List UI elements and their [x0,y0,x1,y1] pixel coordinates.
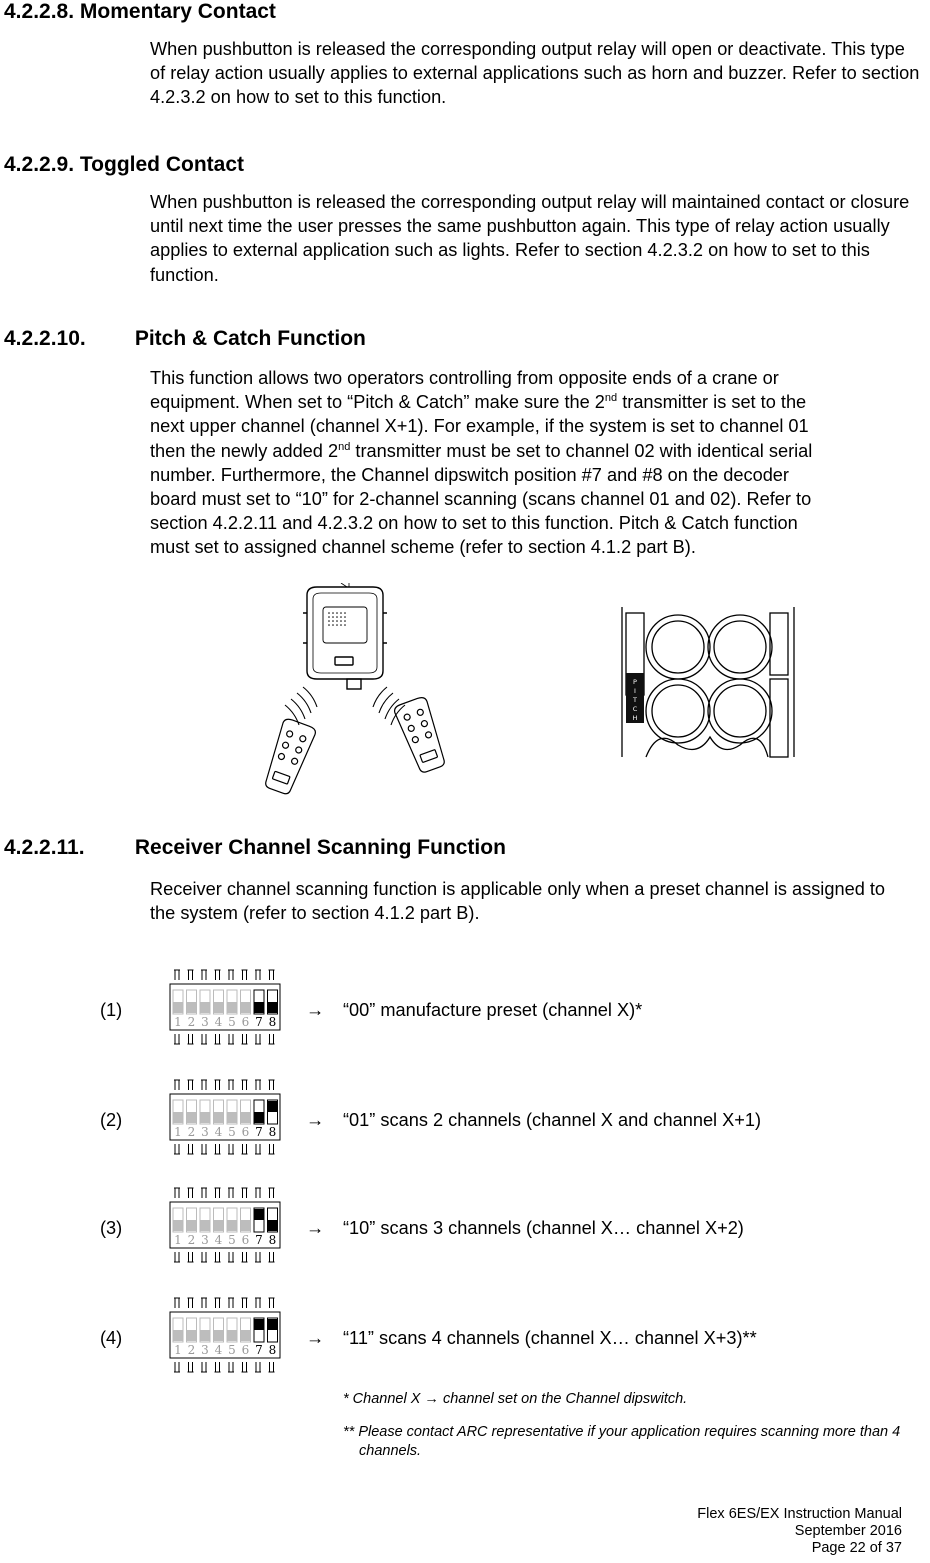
dipswitch-position-number: 2 [187,1015,196,1029]
text-line: next upper channel (channel X+1). For example, if the system is set to channel 01 [150,416,809,437]
dipswitch-icon [166,1186,286,1266]
dipswitch-position-number: 4 [214,1125,223,1139]
dipswitch-position-number: 2 [187,1233,196,1247]
section-title: Momentary Contact [79,0,276,23]
heading-pitch-catch [4,327,366,351]
dipswitch-position-number: 5 [228,1343,236,1357]
dipswitch-position-number: 3 [201,1233,209,1247]
footnote-channel-x: * Channel X → channel set on the Channel dipswitch. [343,1391,688,1407]
pitch-letter: C [632,705,638,713]
text-line: This function allows two operators controlling from opposite ends of a crane or [150,368,779,388]
pitch-button-closeup [618,607,798,762]
section-number: 4.2.2.9. [4,153,75,176]
dipswitch-position-number: 6 [241,1125,250,1139]
text-line: equipment. When set to “Pitch & Catch” make sure the 2nd transmitter is set to the [150,392,807,413]
pitch-letter: I [634,687,636,695]
row-label: (2) [100,1110,123,1130]
dipswitch-position-number: 8 [268,1125,277,1139]
text-line: then the newly added 2nd transmitter must be set to channel 02 with identical serial [150,440,813,461]
arrow-icon: → [306,1328,325,1348]
section-number: 4.2.2.8. [4,0,75,23]
row-description: “10” scans 3 channels (channel X… channel X+2) [343,1218,744,1238]
dipswitch-position-number: 3 [201,1015,209,1029]
dipswitch-position-number: 1 [174,1125,182,1139]
dipswitch-position-number: 6 [241,1233,250,1247]
text-line: board must set to “10” for 2-channel scanning (scans channel 01 and 02). Refer to [150,489,812,510]
dipswitch-position-number: 4 [214,1015,223,1029]
pitch-letter: T [633,696,637,704]
dipswitch-position-number: 8 [268,1233,277,1247]
dipswitch-icon [166,1296,286,1376]
dipswitch-position-number: 3 [201,1343,209,1357]
text-line: must set to assigned channel scheme (refer to section 4.1.2 part B). [150,537,696,558]
text-line: section 4.2.2.11 and 4.2.3.2 on how to set to this function. Pitch & Catch function [150,513,798,534]
section-title: Toggled Contact [79,153,244,176]
dipswitch-position-number: 7 [255,1233,263,1247]
footer-page-number: Page 22 of 37 [811,1540,902,1556]
footnote-contact-arc: ** Please contact ARC representative if your application requires scanning more than 4 channels. [343,1424,901,1459]
dipswitch-position-number: 1 [174,1343,182,1357]
heading-toggled-contact [4,153,244,177]
dipswitch-row-3 [0,1186,930,1266]
section-title: Pitch & Catch Function [134,327,366,350]
dipswitch-position-number: 7 [255,1015,263,1029]
arrow-icon: → [306,1110,325,1130]
dipswitch-position-number: 6 [241,1015,250,1029]
section-number: 4.2.2.11. [4,836,85,859]
dipswitch-position-number: 7 [255,1343,263,1357]
footer-manual-title: Flex 6ES/EX Instruction Manual [697,1506,902,1522]
dipswitch-position-number: 2 [187,1125,196,1139]
dipswitch-position-number: 5 [228,1125,236,1139]
dipswitch-position-number: 4 [214,1233,223,1247]
row-description: “11” scans 4 channels (channel X… channel X+3)** [343,1328,757,1348]
heading-momentary-contact [4,0,276,24]
dipswitch-icon [166,968,286,1048]
paragraph-pitch-catch [150,366,928,560]
paragraph-toggled-contact: When pushbutton is released the corresponding output relay will maintained contact or closure until next time the user presses the same pushbutton again. This type of relay action usually applies to external application such as lights. Refer to section 4.2.3.2 on how to set to this function. [150,192,910,285]
dipswitch-position-number: 4 [214,1343,223,1357]
pitch-letter: P [633,678,637,686]
footer-date: September 2016 [794,1523,902,1539]
arrow-icon: → [306,1000,325,1020]
arrow-icon: → [306,1218,325,1238]
dipswitch-row-4 [0,1296,930,1376]
section-number: 4.2.2.10. [4,327,86,350]
dipswitch-position-number: 1 [174,1015,182,1029]
pitch-letter: H [632,714,638,722]
dipswitch-position-number: 6 [241,1343,250,1357]
page-footer [697,1506,902,1557]
paragraph-channel-scanning: Receiver channel scanning function is applicable only when a preset channel is assigned to the system (refer to section 4.1.2 part B). [150,879,886,924]
dipswitch-position-number: 8 [268,1343,277,1357]
row-label: (3) [100,1218,123,1238]
row-label: (4) [100,1328,123,1348]
dipswitch-row-2 [0,1078,930,1158]
dipswitch-position-number: 3 [201,1125,209,1139]
dipswitch-position-number: 8 [268,1015,277,1029]
dipswitch-position-number: 7 [255,1125,263,1139]
row-label: (1) [100,1000,123,1020]
dipswitch-position-number: 5 [228,1015,236,1029]
section-title: Receiver Channel Scanning Function [134,836,506,859]
dipswitch-position-number: 5 [228,1233,236,1247]
dipswitch-position-number: 2 [187,1343,196,1357]
text-line: number. Furthermore, the Channel dipswitch position #7 and #8 on the decoder [150,464,789,485]
dipswitch-position-number: 1 [174,1233,182,1247]
dipswitch-row-1 [0,968,930,1048]
row-description: “01” scans 2 channels (channel X and channel X+1) [343,1110,762,1130]
receiver-transmitters-illustration [255,583,455,798]
paragraph-momentary-contact: When pushbutton is released the corresponding output relay will open or deactivate. This type of relay action usually applies to external applications such as horn and buzzer. Refer to section 4.2.3.2 on how to set to this function. [150,39,920,108]
dipswitch-icon [166,1078,286,1158]
heading-channel-scanning [4,836,506,860]
row-description: “00” manufacture preset (channel X)* [343,1000,643,1020]
